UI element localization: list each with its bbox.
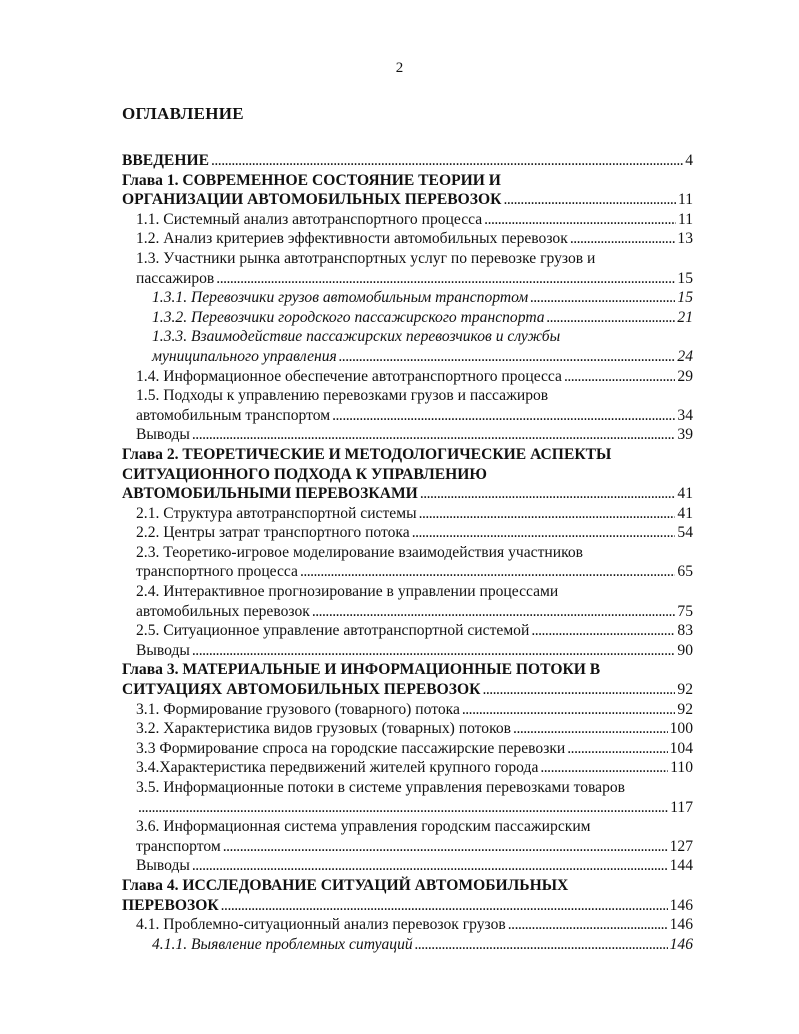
toc-entry-text: 4.1. Проблемно-ситуационный анализ перевозок грузов	[136, 916, 506, 934]
toc-entry	[122, 837, 693, 857]
toc-entry-page: 146	[669, 896, 693, 914]
page-number: 2	[395, 60, 404, 76]
toc-entry	[122, 269, 693, 289]
toc-entry	[122, 151, 693, 171]
toc-entry-text: 1.3.1. Перевозчики грузов автомобильным транспортом	[152, 289, 529, 307]
dot-leader	[339, 347, 676, 367]
toc-entry-text: транспортного процесса	[136, 563, 298, 581]
toc-entry-page: 24	[677, 347, 693, 365]
dot-leader	[420, 484, 676, 504]
toc-entry	[122, 229, 693, 249]
toc-entry-page: 146	[669, 935, 693, 953]
toc-entry-text: ОРГАНИЗАЦИИ АВТОМОБИЛЬНЫХ ПЕРЕВОЗОК	[122, 191, 502, 209]
dot-leader	[412, 523, 676, 543]
toc-entry-text: пассажиров	[136, 269, 215, 287]
toc-entry	[122, 719, 693, 739]
toc-entry-text: Глава 1. СОВРЕМЕННОЕ СОСТОЯНИЕ ТЕОРИИ И	[122, 171, 501, 189]
toc-entry-text: 2.1. Структура автотранспортной системы	[136, 504, 417, 522]
toc-entry	[122, 602, 693, 622]
toc-entry-page: 92	[677, 681, 693, 699]
toc-entry-text: 1.3.3. Взаимодействие пассажирских перевозчиков и службы	[152, 328, 561, 346]
toc-entry	[122, 523, 693, 543]
toc-entry-text: 3.3 Формирование спроса на городские пассажирские перевозки	[136, 739, 566, 757]
dot-leader	[508, 915, 668, 935]
toc-entry	[122, 347, 693, 367]
toc-entry	[122, 504, 693, 524]
toc-entry-page: 11	[677, 210, 693, 228]
dot-leader	[312, 602, 676, 622]
toc-entry	[122, 758, 693, 778]
toc-entry-page: 15	[677, 269, 693, 287]
dot-leader	[503, 190, 676, 210]
toc-entry	[122, 171, 693, 191]
toc-entry	[122, 582, 693, 602]
toc-entry-text: Выводы	[136, 426, 190, 444]
toc-entry-text: автомобильным транспортом	[136, 406, 331, 424]
toc-entry-text: 1.3.2. Перевозчики городского пассажирского транспорта	[152, 308, 545, 326]
toc-entry	[122, 817, 693, 837]
toc-entry-page: 117	[670, 798, 693, 816]
dot-leader	[513, 719, 668, 739]
dot-leader	[300, 562, 675, 582]
dot-leader	[564, 367, 675, 387]
toc-entry-page: 104	[669, 739, 693, 757]
toc-entry	[122, 660, 693, 680]
toc-entry-text: 1.5. Подходы к управлению перевозками грузов и пассажиров	[136, 387, 549, 405]
toc-entry-text: 1.3. Участники рынка автотранспортных услуг по перевозке грузов и	[136, 249, 596, 267]
toc-entry-text: Глава 3. МАТЕРИАЛЬНЫЕ И ИНФОРМАЦИОННЫЕ ПОТОКИ В	[122, 661, 601, 679]
toc-entry	[122, 915, 693, 935]
toc-entry	[122, 465, 693, 485]
dot-leader	[216, 269, 675, 289]
toc-entry-text: СИТУАЦИЯХ АВТОМОБИЛЬНЫХ ПЕРЕВОЗОК	[122, 681, 481, 699]
toc-entry-text: 4.1.1. Выявление проблемных ситуаций	[152, 935, 413, 953]
toc-entry-text: 1.4. Информационное обеспечение автотранспортного процесса	[136, 367, 562, 385]
toc-entry-text: 3.5. Информационные потоки в системе управления перевозками товаров	[136, 779, 626, 796]
toc-entry	[122, 484, 693, 504]
toc-entry-page: 41	[677, 504, 693, 522]
toc-entry-text: транспортом	[136, 837, 221, 855]
toc-entry-page: 29	[677, 367, 693, 385]
dot-leader	[138, 798, 668, 818]
toc-entry	[122, 425, 693, 445]
dot-leader	[192, 856, 668, 876]
dot-leader	[567, 739, 667, 759]
toc-entry-text: 3.1. Формирование грузового (товарного) потока	[136, 700, 460, 718]
toc-entry-text: 3.4.Характеристика передвижений жителей крупного города	[136, 759, 539, 777]
toc-entry	[122, 798, 693, 818]
toc-entry-page: 146	[669, 916, 693, 934]
toc-entry	[122, 621, 693, 641]
dot-leader	[192, 641, 676, 661]
toc-entry	[122, 249, 693, 269]
toc-entry-text: Выводы	[136, 857, 190, 875]
toc-entry	[122, 896, 693, 916]
toc-entry	[122, 367, 693, 387]
toc-entry	[122, 190, 693, 210]
dot-leader	[484, 210, 676, 230]
toc-entry	[122, 935, 693, 955]
toc-entry	[122, 543, 693, 563]
dot-leader	[211, 151, 683, 171]
toc-entry-page: 21	[677, 308, 693, 326]
toc-entry-text: ВВЕДЕНИЕ	[122, 152, 209, 169]
toc-entry-page: 15	[677, 289, 693, 307]
toc-entry-page: 75	[677, 602, 693, 620]
dot-leader	[530, 288, 675, 308]
toc-entry	[122, 562, 693, 582]
toc-entry-text: СИТУАЦИОННОГО ПОДХОДА К УПРАВЛЕНИЮ	[122, 465, 487, 483]
dot-leader	[547, 308, 676, 328]
toc-entry-page: 11	[677, 191, 693, 209]
toc-entry	[122, 308, 693, 328]
toc-entry	[122, 856, 693, 876]
toc-entry-text: 1.1. Системный анализ автотранспортного процесса	[136, 210, 483, 228]
toc-entry-page: 83	[677, 622, 693, 640]
dot-leader	[540, 758, 668, 778]
dot-leader	[415, 935, 668, 955]
dot-leader	[482, 680, 675, 700]
dot-leader	[332, 406, 675, 426]
toc-entry-page: 100	[669, 720, 693, 738]
toc-entry-text: ПЕРЕВОЗОК	[122, 896, 219, 914]
dot-leader	[192, 425, 676, 445]
toc-entry-text: Выводы	[136, 641, 190, 659]
toc-entry-text: 3.2. Характеристика видов грузовых (товарных) потоков	[136, 720, 512, 738]
toc-entry-text: автомобильных перевозок	[136, 602, 310, 620]
dot-leader	[223, 837, 668, 857]
toc-entry	[122, 739, 693, 759]
toc-entry-page: 13	[677, 230, 693, 248]
toc-entry-text: 2.4. Интерактивное прогнозирование в управлении процессами	[136, 583, 559, 601]
toc-entry-page: 90	[677, 641, 693, 659]
toc-entry-text: Глава 2. ТЕОРЕТИЧЕСКИЕ И МЕТОДОЛОГИЧЕСКИЕ АСПЕКТЫ	[122, 445, 612, 463]
toc-entry	[122, 386, 693, 406]
dot-leader	[531, 621, 675, 641]
toc-title: ОГЛАВЛЕНИЕ	[122, 104, 244, 123]
toc-entry	[122, 876, 693, 896]
toc-entry-text: 3.6. Информационная система управления городским пассажирским	[136, 818, 591, 836]
toc-entry-text: 2.2. Центры затрат транспортного потока	[136, 524, 410, 542]
toc-entry-text: 2.3. Теоретико-игровое моделирование взаимодействия участников	[136, 543, 584, 561]
toc-entry	[122, 406, 693, 426]
toc-entry	[122, 680, 693, 700]
dot-leader	[419, 504, 676, 524]
toc-entry-page: 4	[685, 152, 693, 169]
toc-entry-page: 144	[669, 857, 693, 875]
toc-entry-page: 65	[677, 563, 693, 581]
toc-entry-text: АВТОМОБИЛЬНЫМИ ПЕРЕВОЗКАМИ	[122, 485, 418, 503]
toc-entry-page: 110	[670, 759, 693, 777]
dot-leader	[462, 700, 676, 720]
toc-entry	[122, 288, 693, 308]
toc-entry-text: 2.5. Ситуационное управление автотранспортной системой	[136, 622, 530, 640]
toc-entry	[122, 641, 693, 661]
toc-entry-text: 1.2. Анализ критериев эффективности автомобильных перевозок	[136, 230, 568, 248]
dot-leader	[570, 229, 676, 249]
toc-entry-page: 39	[677, 426, 693, 444]
toc-entry	[122, 327, 693, 347]
toc-entry-text: Глава 4. ИССЛЕДОВАНИЕ СИТУАЦИЙ АВТОМОБИЛЬНЫХ	[122, 876, 569, 894]
toc-entry-text: муниципального управления	[152, 347, 337, 365]
toc-entry	[122, 778, 693, 798]
dot-leader	[221, 896, 668, 916]
toc-entry	[122, 210, 693, 230]
toc-entry	[122, 700, 693, 720]
toc-entry	[122, 445, 693, 465]
toc-entry-page: 34	[677, 406, 693, 424]
toc-entry-page: 41	[677, 485, 693, 503]
toc-entry-page: 127	[669, 837, 693, 855]
toc-entry-page: 92	[677, 700, 693, 718]
toc-entry-page: 54	[677, 524, 693, 542]
table-of-contents	[122, 151, 693, 954]
